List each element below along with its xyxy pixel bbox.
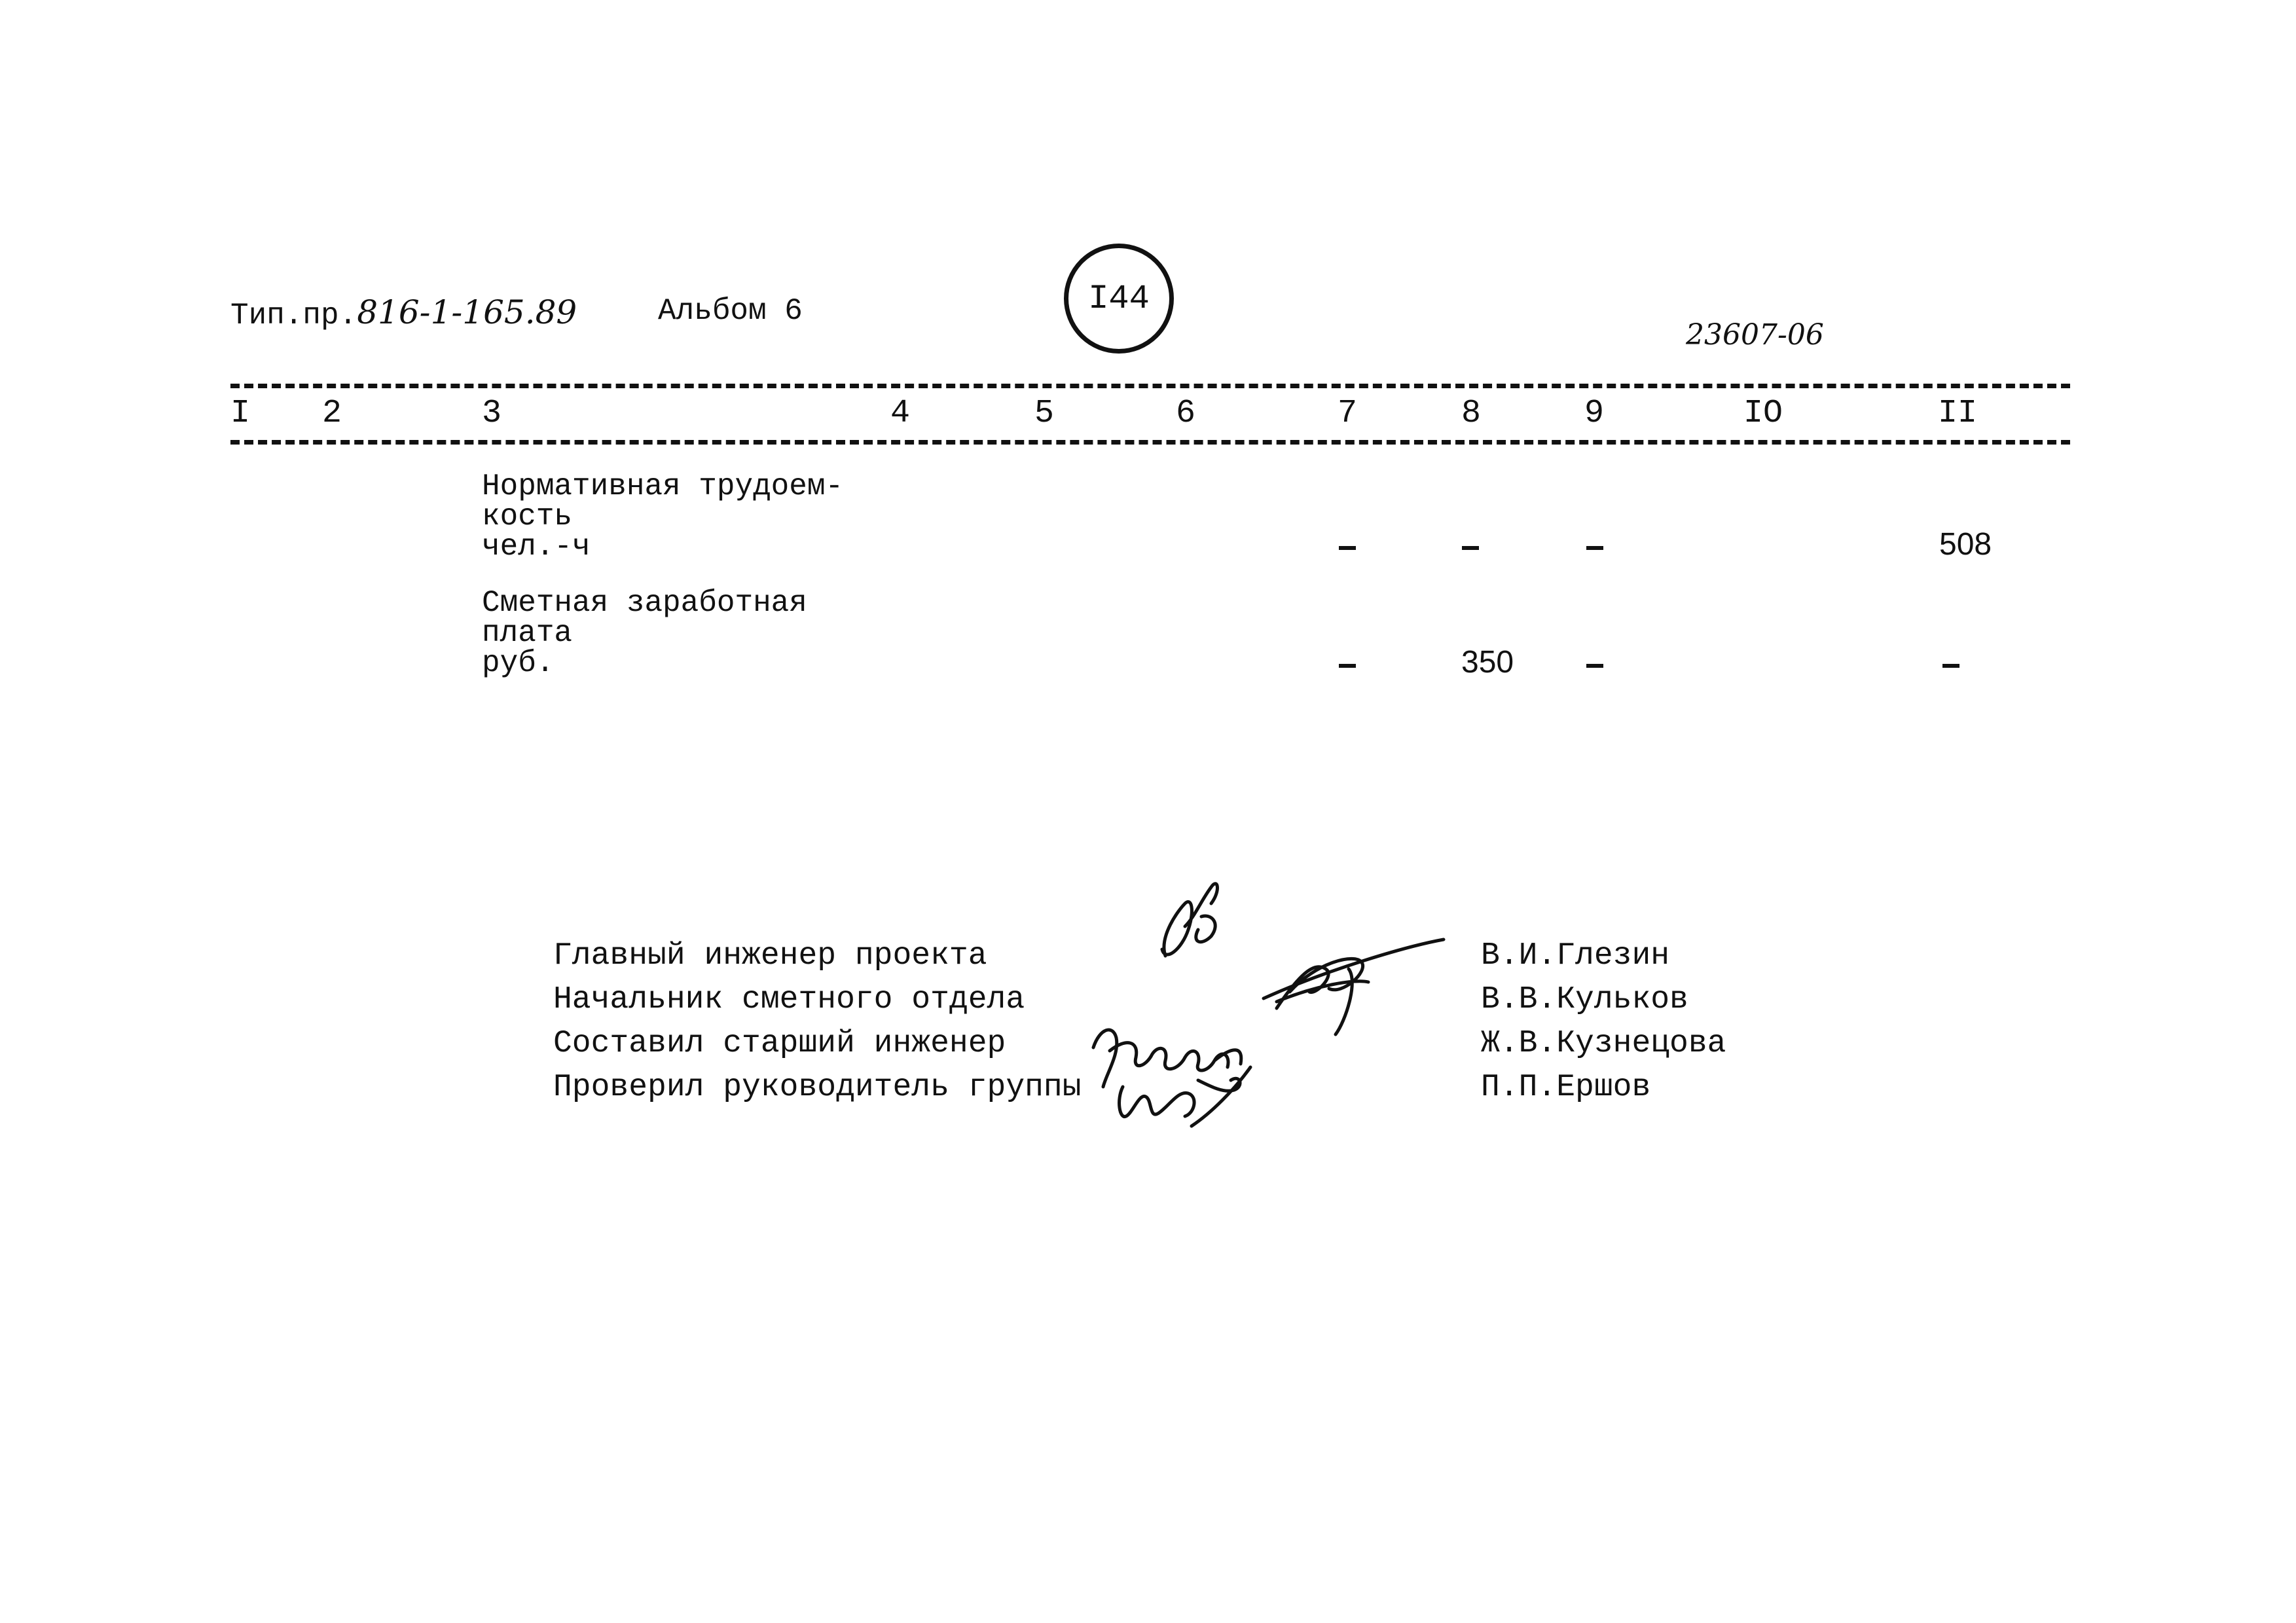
row-labour-col7-dash	[1339, 546, 1356, 550]
signature-scribble-kulkov	[1264, 939, 1444, 1034]
row-wages-label-line-1: Сметная заработная	[482, 586, 807, 620]
row-wages-label	[482, 588, 807, 678]
row-labour-label-line-1: Нормативная трудоем-	[482, 469, 844, 503]
signature-name-2: В.В.Кульков	[1481, 982, 1688, 1017]
row-wages-col8-value: 350	[1461, 645, 1514, 680]
signature-name-1: В.И.Глезин	[1481, 938, 1670, 974]
row-labour-label	[482, 471, 843, 562]
row-wages-col11-dash	[1942, 664, 1959, 668]
header-top-rule	[230, 384, 2070, 388]
column-number-1: I	[230, 395, 251, 432]
row-labour-label-line-3: чел.-ч	[482, 530, 591, 564]
project-number: 816-1-165.89	[357, 293, 577, 331]
handwritten-signatures	[1080, 864, 1473, 1139]
signature-name-3: Ж.В.Кузнецова	[1481, 1026, 1726, 1061]
column-number-4: 4	[890, 395, 911, 432]
column-number-11: II	[1938, 395, 1978, 432]
row-labour-col8-dash	[1462, 546, 1479, 550]
signature-role-4: Проверил руководитель группы	[553, 1070, 1082, 1105]
row-labour-label-line-2: кость	[482, 500, 573, 534]
column-number-2: 2	[322, 395, 342, 432]
row-labour-col11-value: 508	[1939, 527, 1992, 562]
row-wages-col7-dash	[1339, 664, 1356, 668]
signature-scribble-kuznetsova	[1093, 1030, 1241, 1087]
column-number-10: IO	[1743, 395, 1783, 432]
document-code: 23607-06	[1686, 318, 1824, 352]
column-number-9: 9	[1584, 395, 1605, 432]
row-wages-col9-dash	[1586, 664, 1603, 668]
signature-scribble-glezin	[1162, 884, 1217, 956]
album-label: Альбом 6	[658, 294, 803, 328]
project-label-prefix: Тип.пр.	[230, 299, 357, 333]
page-number-circle	[1064, 244, 1174, 354]
signature-role-2: Начальник сметного отдела	[553, 982, 1025, 1017]
signature-scribble-ershov	[1120, 1067, 1250, 1126]
page-number: I44	[1088, 279, 1150, 318]
column-number-6: 6	[1176, 395, 1196, 432]
signature-role-3: Составил старший инженер	[553, 1026, 1006, 1061]
row-wages-label-line-2: плата	[482, 616, 573, 650]
signature-role-1: Главный инженер проекта	[553, 938, 987, 974]
column-number-3: 3	[482, 395, 502, 432]
project-label	[230, 293, 577, 333]
row-labour-col9-dash	[1586, 546, 1603, 550]
column-number-8: 8	[1461, 395, 1482, 432]
row-wages-label-line-3: руб.	[482, 646, 555, 680]
header-bottom-rule	[230, 440, 2070, 445]
column-number-5: 5	[1034, 395, 1055, 432]
signature-name-4: П.П.Ершов	[1481, 1070, 1651, 1105]
column-number-7: 7	[1338, 395, 1358, 432]
